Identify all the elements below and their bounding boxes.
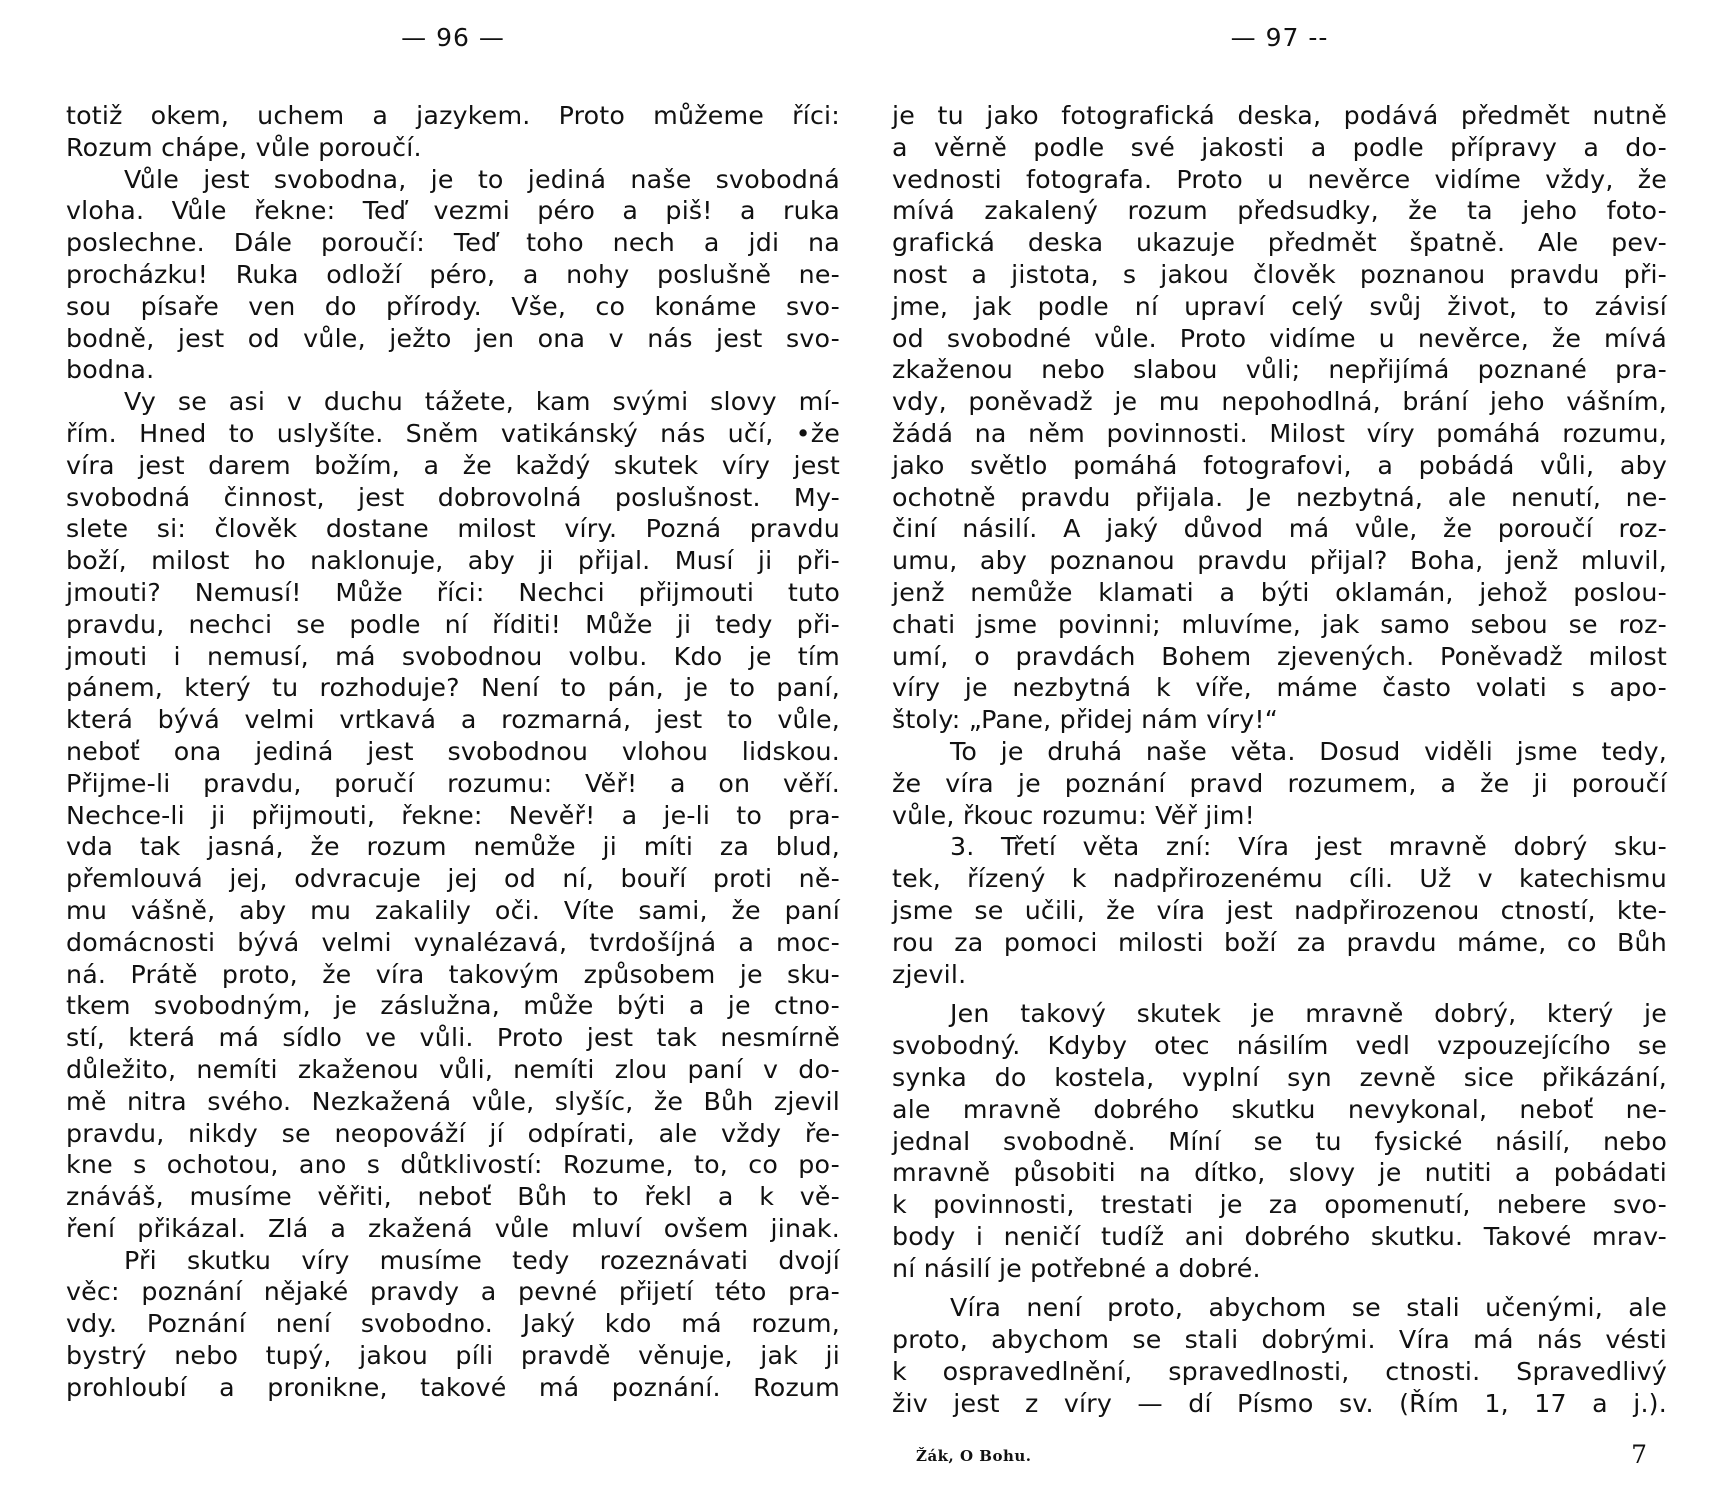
text-line: Jen takový skutek je mravně dobrý, který je: [950, 999, 1667, 1029]
text-line: Rozum chápe, vůle poroučí.: [66, 132, 422, 162]
text-line: prohloubí a pronikne, takové má poznání. Rozum: [66, 1372, 840, 1402]
text-line: svobodná činnost, jest dobrovolná poslušnost. My-: [66, 482, 840, 512]
text-line: a věrně podle své jakosti a podle přípravy a do-: [892, 132, 1667, 162]
footer-sheet-number: 7: [1631, 1440, 1647, 1469]
text-line: ření přikázal. Zlá a zkažená vůle mluví ovšem jinak.: [66, 1213, 840, 1243]
text-line: vůle, řkouc rozumu: Věř jim!: [892, 800, 1255, 830]
right-page-number: — 97 --: [1230, 23, 1329, 52]
right-page-text: [892, 100, 1667, 1420]
text-line: synka do kostela, vyplní syn zevně sice přikázání,: [892, 1062, 1667, 1092]
text-line: pravdu, nechci se podle ní říditi! Může ji tedy při-: [66, 609, 840, 639]
text-line: jednal svobodně. Míní se tu fysické násilí, nebo: [892, 1126, 1667, 1156]
text-line: od svobodné vůle. Proto vidíme u nevěrce, že mívá: [892, 323, 1667, 353]
text-line: k povinnosti, trestati je za opomenutí, nebere svo-: [892, 1190, 1667, 1220]
text-line: Vy se asi v duchu tážete, kam svými slovy mí-: [124, 387, 840, 417]
text-line: ná. Prátě proto, že víra takovým způsobem je sku-: [66, 959, 840, 989]
text-line: poslechne. Dále poroučí: Teď toho nech a jdi na: [66, 228, 840, 258]
text-line: která bývá velmi vrtkavá a rozmarná, jest to vůle,: [66, 705, 840, 735]
text-line: vloha. Vůle řekne: Teď vezmi péro a piš! a ruka: [66, 196, 840, 226]
text-line: To je druhá naše věta. Dosud viděli jsme tedy,: [950, 736, 1667, 766]
text-line: důležito, nemíti zkaženou vůli, nemíti zlou paní v do-: [66, 1054, 840, 1084]
text-line: tek, řízený k nadpřirozenému cíli. Už v katechismu: [892, 864, 1667, 894]
text-line: je tu jako fotografická deska, podává předmět nutně: [892, 101, 1667, 130]
text-line: ochotně pravdu přijala. Je nezbytná, ale nenutí, ne-: [892, 482, 1667, 512]
text-line: mravně působiti na dítko, slovy je nutiti a pobádati: [892, 1158, 1667, 1188]
text-line: chati jsme povinni; mluvíme, jak samo sebou se roz-: [892, 609, 1667, 639]
text-line: neboť ona jediná jest svobodnou vlohou lidskou.: [66, 736, 840, 766]
text-line: boží, milost ho naklonuje, aby ji přijal. Musí ji při-: [66, 546, 840, 576]
text-line: ale mravně dobrého skutku nevykonal, neboť ne-: [892, 1094, 1667, 1124]
text-line: jako světlo pomáhá fotografovi, a pobádá vůli, aby: [892, 450, 1667, 480]
text-line: stí, která má sídlo ve vůli. Proto jest tak nesmírně: [66, 1023, 840, 1053]
footer-signature: Žák, O Bohu.: [916, 1447, 1032, 1465]
text-line: jsme se učili, že víra jest nadpřirozenou ctností, kte-: [892, 895, 1667, 925]
text-line: víra jest darem božím, a že každý skutek víry jest: [66, 450, 840, 480]
text-line: totiž okem, uchem a jazykem. Proto můžeme říci:: [66, 101, 840, 130]
text-line: znáváš, musíme věřiti, neboť Bůh to řekl a k vě-: [66, 1182, 840, 1212]
text-line: tkem svobodným, je záslužna, může býti a je ctno-: [66, 991, 840, 1021]
text-line: Víra není proto, abychom se stali učenými, ale: [950, 1293, 1667, 1323]
text-line: body i neničí tudíž ani dobrého skutku. Takové mrav-: [892, 1221, 1667, 1251]
text-line: bodna.: [66, 355, 155, 385]
text-line: ní násilí je potřebné a dobré.: [892, 1253, 1261, 1283]
text-line: mě nitra svého. Nezkažená vůle, slyšíc, že Bůh zjevil: [66, 1086, 840, 1116]
text-line: procházku! Ruka odloží péro, a nohy poslušně ne-: [66, 259, 840, 289]
text-line: přemlouvá jej, odvracuje jej od ní, bouří proti ně-: [66, 864, 840, 894]
text-line: že víra je poznání pravd rozumem, a že ji poroučí: [892, 768, 1667, 798]
text-line: jmouti? Nemusí! Může říci: Nechci přijmouti tuto: [66, 577, 840, 607]
text-line: mu vášně, aby mu zakalily oči. Víte sami, že paní: [66, 895, 840, 925]
text-line: vdy, poněvadž je mu nepohodlná, brání jeho vášním,: [892, 387, 1667, 417]
text-line: nost a jistota, s jakou člověk poznanou pravdu při-: [892, 259, 1667, 289]
text-line: řím. Hned to uslyšíte. Sněm vatikánský nás učí, •že: [66, 418, 840, 448]
text-line: proto, abychom se stali dobrými. Víra má nás vésti: [892, 1325, 1667, 1355]
text-line: grafická deska ukazuje předmět špatně. Ale pev-: [892, 228, 1667, 258]
text-line: zjevil.: [892, 959, 967, 989]
text-line: bystrý nebo tupý, jakou píli pravdě věnuje, jak ji: [66, 1341, 840, 1371]
text-line: vda tak jasná, že rozum nemůže ji míti za blud,: [66, 832, 840, 862]
text-line: vdy. Poznání není svobodno. Jaký kdo má rozum,: [66, 1309, 840, 1339]
text-line: víry je nezbytná k víře, máme často volati s apo-: [892, 673, 1667, 703]
text-line: jenž nemůže klamati a býti oklamán, jehož poslou-: [892, 577, 1667, 607]
text-line: pánem, který tu rozhoduje? Není to pán, je to paní,: [66, 673, 840, 703]
text-line: 3. Třetí věta zní: Víra jest mravně dobrý sku-: [950, 832, 1667, 862]
text-line: kne s ochotou, ano s důtklivostí: Rozume, to, co po-: [66, 1150, 840, 1180]
text-line: bodně, jest od vůle, ježto jen ona v nás jest svo-: [66, 323, 840, 353]
text-line: Při skutku víry musíme tedy rozeznávati dvojí: [124, 1245, 840, 1275]
text-line: k ospravedlnění, spravedlnosti, ctnosti. Spravedlivý: [892, 1357, 1667, 1387]
text-line: sou písaře ven do přírody. Vše, co konáme svo-: [66, 291, 840, 321]
text-line: pravdu, nikdy se neopováží jí odpírati, ale vždy ře-: [66, 1118, 840, 1148]
text-line: slete si: člověk dostane milost víry. Pozná pravdu: [66, 514, 840, 544]
text-line: domácnosti bývá velmi vynalézavá, tvrdošíjná a moc-: [66, 927, 840, 957]
left-page-number: — 96 —: [401, 23, 505, 52]
left-page-text: [66, 100, 840, 1404]
text-line: Vůle jest svobodna, je to jediná naše svobodná: [124, 164, 840, 194]
text-line: vednosti fotografa. Proto u nevěrce vidíme vždy, že: [892, 164, 1667, 194]
right-page: [892, 0, 1667, 1500]
text-line: jmouti i nemusí, má svobodnou volbu. Kdo je tím: [66, 641, 840, 671]
text-line: štoly: „Pane, přidej nám víry!“: [892, 705, 1279, 735]
text-line: zkaženou nebo slabou vůli; nepřijímá poznané pra-: [892, 355, 1667, 385]
text-line: umu, aby poznanou pravdu přijal? Boha, jenž mluvil,: [892, 546, 1667, 576]
text-line: Nechce-li ji přijmouti, řekne: Nevěř! a je-li to pra-: [66, 800, 840, 830]
text-line: mívá zakalený rozum předsudky, že ta jeho foto-: [892, 196, 1667, 226]
text-line: živ jest z víry — dí Písmo sv. (Řím 1, 17 a j.).: [892, 1388, 1667, 1418]
text-line: Přijme-li pravdu, poručí rozumu: Věř! a on věří.: [66, 768, 840, 798]
text-line: svobodný. Kdyby otec násilím vedl vzpouzejícího se: [892, 1031, 1667, 1061]
text-line: jme, jak podle ní upraví celý svůj život, to závisí: [892, 291, 1667, 321]
page-footer: [916, 1438, 1647, 1474]
text-line: činí násilí. A jaký důvod má vůle, že poroučí roz-: [892, 514, 1667, 544]
text-line: žádá na něm povinnosti. Milost víry pomáhá rozumu,: [892, 418, 1667, 448]
text-line: rou za pomoci milosti boží za pravdu máme, co Bůh: [892, 927, 1667, 957]
left-page: [66, 0, 840, 1500]
text-line: věc: poznání nějaké pravdy a pevné přijetí této pra-: [66, 1277, 840, 1307]
text-line: umí, o pravdách Bohem zjevených. Poněvadž milost: [892, 641, 1667, 671]
